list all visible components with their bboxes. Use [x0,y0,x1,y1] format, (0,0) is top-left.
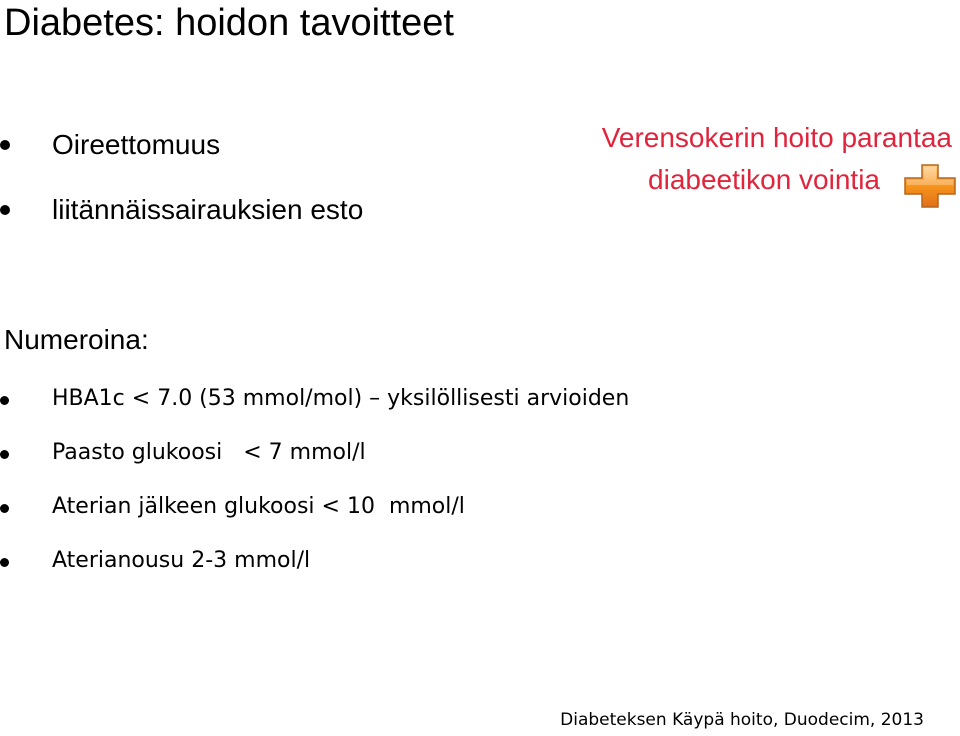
bullet-icon [0,205,10,215]
bullet-icon [0,504,9,513]
slide-title: Diabetes: hoidon tavoitteet [4,2,454,44]
bullet-icon [0,140,10,150]
source-footer: Diabeteksen Käypä hoito, Duodecim, 2013 [560,710,924,730]
numbers-heading: Numeroina: [4,324,149,355]
bullet-icon [0,396,9,405]
bullet-icon [0,450,9,459]
callout-line-1: Verensokerin hoito parantaa [601,122,952,153]
callout-text [602,117,952,201]
bullet-icon [0,558,9,567]
callout-line-2: diabeetikon vointia [648,164,880,195]
orange-plus-icon [903,163,957,209]
